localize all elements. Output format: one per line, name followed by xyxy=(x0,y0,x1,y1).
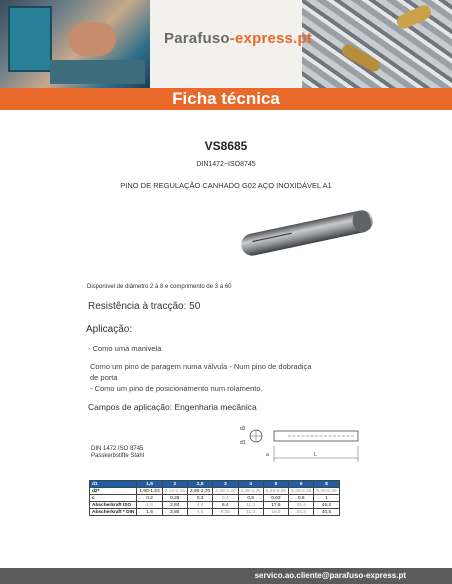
logo-main: Parafuso xyxy=(164,30,230,47)
table-header-cell: 8 xyxy=(314,481,339,488)
table-cell: 0,25 xyxy=(162,495,187,502)
table-cell: 45,2 xyxy=(314,502,339,509)
label-a: a xyxy=(266,452,269,458)
table-header-cell: 4 xyxy=(238,481,263,488)
table-cell: 17,6 xyxy=(263,502,288,509)
availability-text: Disponível de diâmetro 2 à 8 e comprimento de 3 a 60 xyxy=(87,284,232,290)
customer-service-email[interactable]: servico.ao.cliente@parafuso-express.pt xyxy=(254,571,406,580)
table-cell: 2,10-2,15 xyxy=(162,488,187,495)
norm-line: DIN 1472 ISO 8745 xyxy=(91,446,144,452)
table-cell: 0,8 xyxy=(289,495,314,502)
logo-accent: -express.pt xyxy=(229,30,313,47)
table-cell: 0,63 xyxy=(263,495,288,502)
row-label: c xyxy=(90,495,137,502)
table-cell: 4,5 xyxy=(187,509,212,516)
table-cell: 16,9 xyxy=(263,509,288,516)
table-cell: 5,25-5,35 xyxy=(263,488,288,495)
row-label: Abscherkraft * DIN xyxy=(90,509,137,516)
table-cell: 11,3 xyxy=(238,502,263,509)
header-photo-tools xyxy=(0,0,150,88)
header-photo-screws xyxy=(302,0,452,88)
table-header-cell: 2,5 xyxy=(187,481,212,488)
table-cell: 4,4 xyxy=(187,502,212,509)
table-cell: 0,5 xyxy=(238,495,263,502)
label-l: L xyxy=(314,452,317,458)
application-item: - Como um pino de posicionamento num rolamento. xyxy=(90,384,263,393)
application-heading: Aplicação: xyxy=(86,324,133,335)
table-row xyxy=(90,502,340,509)
table-row xyxy=(90,495,340,502)
table-header-cell: 1,5 xyxy=(137,481,162,488)
table-cell: 0,2 xyxy=(137,495,162,502)
header xyxy=(0,0,452,88)
table-cell: 11,3 xyxy=(238,509,263,516)
table-header-cell: 2 xyxy=(162,481,187,488)
table-cell: 1,60-1,63 xyxy=(137,488,162,495)
application-item: - Como uma manivela xyxy=(88,344,162,353)
table-cell: 0,4 xyxy=(213,495,238,502)
table-header-cell: 6 xyxy=(289,481,314,488)
table-cell: 4,25-4,35 xyxy=(238,488,263,495)
product-description: PINO DE REGULAÇÃO CANHADO G02 AÇO INOXIDÁVEL A1 xyxy=(120,181,332,190)
table-cell: 1,6 xyxy=(137,502,162,509)
table-cell: 6,35 xyxy=(213,509,238,516)
table-cell: 25,4 xyxy=(289,502,314,509)
row-label: Abscherkraft ISO xyxy=(90,502,137,509)
dimensions-table xyxy=(89,480,340,516)
table-row xyxy=(90,509,340,516)
product-standards: DIN1472~ISO8745 xyxy=(196,161,256,168)
table-header-cell: 3 xyxy=(213,481,238,488)
table-cell: 25,4 xyxy=(289,509,314,516)
table-header-cell: 5 xyxy=(263,481,288,488)
table-header-cell: d1 xyxy=(90,481,137,488)
table-cell: 40,5 xyxy=(314,509,339,516)
table-cell: 0,3 xyxy=(187,495,212,502)
table-cell: 2,85 xyxy=(162,509,187,516)
table-cell: 1 xyxy=(314,495,339,502)
table-cell: 6,4 xyxy=(213,502,238,509)
product-code: VS8685 xyxy=(204,139,248,153)
table-cell: 2,84 xyxy=(162,502,187,509)
tensile-strength: Resistência à tracção: 50 xyxy=(88,301,201,312)
brand-logo[interactable] xyxy=(164,30,312,47)
banner-title: Ficha técnica xyxy=(0,88,452,110)
application-fields: Campos de aplicação: Engenharia mecânica xyxy=(88,402,257,412)
label-d2: d2 xyxy=(240,426,246,432)
table-cell: 8,25-8,35 xyxy=(314,488,339,495)
table-cell: 6,25-6,35 xyxy=(289,488,314,495)
table-cell: 2,60-2,70 xyxy=(187,488,212,495)
technical-drawing xyxy=(228,420,368,475)
row-label: d2* xyxy=(90,488,137,495)
table-row xyxy=(90,488,340,495)
label-d1: d1 xyxy=(240,440,246,446)
norm-line: Passkerbstifte Stahl xyxy=(91,453,145,459)
table-header-row xyxy=(90,481,340,488)
norm-label xyxy=(91,446,144,460)
application-item: Como um pino de paragem numa válvula - Num pino de dobradiça de porta xyxy=(90,362,312,382)
table-cell: 3,20-3,30 xyxy=(213,488,238,495)
footer-bar xyxy=(0,568,452,584)
pin-image xyxy=(232,202,382,269)
table-cell: 1,6 xyxy=(137,509,162,516)
